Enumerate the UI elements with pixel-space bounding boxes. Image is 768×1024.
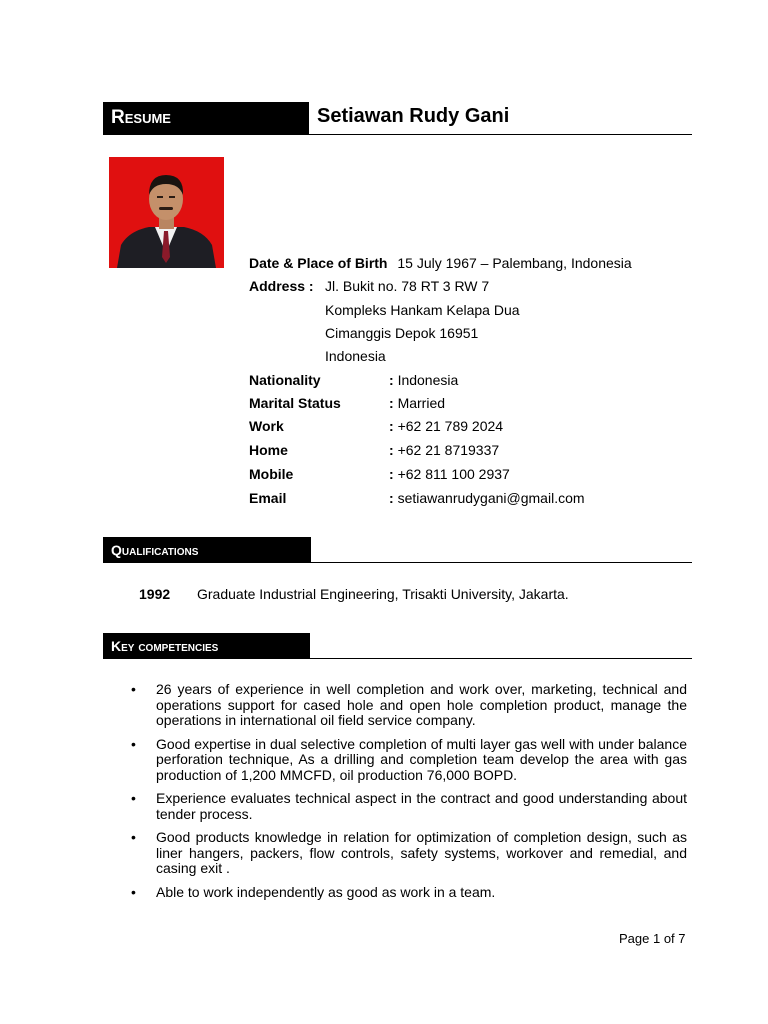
marital-status-label: Marital Status: [249, 395, 341, 411]
list-item-text: Able to work independently as good as work in a team.: [156, 883, 496, 900]
address-line-4: Indonesia: [325, 348, 386, 364]
list-item: [107, 682, 687, 729]
birth-row: [249, 253, 632, 273]
marital-status-value: Married: [397, 395, 446, 411]
field-separator: :: [389, 466, 394, 482]
bullet-icon: •: [131, 829, 136, 845]
bullet-icon: •: [131, 883, 136, 900]
address-line-1: Jl. Bukit no. 78 RT 3 RW 7: [325, 278, 490, 294]
resume-section-label: [103, 102, 309, 134]
work-phone-value-row: [389, 416, 503, 436]
field-separator: :: [389, 442, 394, 458]
field-separator: :: [389, 490, 394, 506]
work-phone-label: Work: [249, 418, 284, 434]
competencies-label-text: Key competencies: [111, 637, 219, 654]
work-phone-value: +62 21 789 2024: [397, 418, 504, 434]
competencies-list: [107, 682, 687, 908]
marital-status-value-row: [389, 393, 445, 413]
list-item-text: Experience evaluates technical aspect in the contract and good understanding about tender process.: [156, 790, 687, 822]
nationality-label: Nationality: [249, 372, 321, 388]
address-line-3: Cimanggis Depok 16951: [325, 325, 479, 341]
nationality-value-row: [389, 370, 458, 390]
mobile-phone-label: Mobile: [249, 466, 294, 482]
list-item-text: 26 years of experience in well completion and work over, marketing, technical and operations support for cased hole and open hole completion product, manage the operations in international oil field service company.: [156, 681, 687, 728]
home-phone-value-row: [389, 440, 499, 460]
list-item: [107, 791, 687, 822]
birth-value: 15 July 1967 – Palembang, Indonesia: [397, 255, 632, 271]
qualification-year: 1992: [139, 586, 171, 602]
email-value: setiawanrudygani@gmail.com: [397, 490, 585, 506]
candidate-name: Setiawan Rudy Gani: [317, 105, 510, 127]
bullet-icon: •: [131, 790, 136, 806]
mobile-phone-value-row: [389, 464, 510, 484]
list-item-text: Good products knowledge in relation for optimization of completion design, such as liner hangers, packers, flow controls, safety systems, workover and remedial, and casing exit .: [156, 829, 687, 876]
field-separator: :: [389, 372, 394, 388]
list-item: [107, 885, 687, 901]
bullet-icon: •: [131, 735, 136, 752]
birth-label: Date & Place of Birth: [249, 255, 388, 271]
header-rule: [103, 134, 692, 135]
qualifications-label-text: Qualifications: [111, 541, 199, 558]
field-separator: :: [389, 418, 394, 434]
field-separator: :: [389, 395, 394, 411]
profile-photo: [109, 157, 224, 268]
email-value-row: [389, 488, 585, 508]
list-item-text: Good expertise in dual selective completion of multi layer gas well with under balance perforation technique, As a drilling and completion team develop the area with gas production of 1,200 MMCFD, oil production 76,000 BOPD.: [156, 735, 687, 783]
address-line-2: Kompleks Hankam Kelapa Dua: [325, 302, 520, 318]
list-item: [107, 737, 687, 784]
person-portrait-icon: [109, 157, 224, 268]
address-label: Address :: [249, 278, 314, 294]
resume-label-text: Resume: [111, 107, 171, 128]
home-phone-value: +62 21 8719337: [397, 442, 500, 458]
home-phone-label: Home: [249, 442, 288, 458]
page-number: Page 1 of 7: [619, 931, 686, 946]
competencies-section-label: [103, 633, 310, 658]
competencies-rule: [103, 658, 692, 659]
mobile-phone-value: +62 811 100 2937: [397, 466, 510, 482]
nationality-value: Indonesia: [397, 372, 459, 388]
qualification-text: Graduate Industrial Engineering, Trisakti University, Jakarta.: [197, 586, 569, 602]
bullet-icon: •: [131, 681, 136, 697]
qualifications-rule: [103, 562, 692, 563]
email-label: Email: [249, 490, 287, 506]
qualification-item: [139, 584, 170, 604]
qualifications-section-label: [103, 537, 311, 562]
list-item: [107, 830, 687, 877]
